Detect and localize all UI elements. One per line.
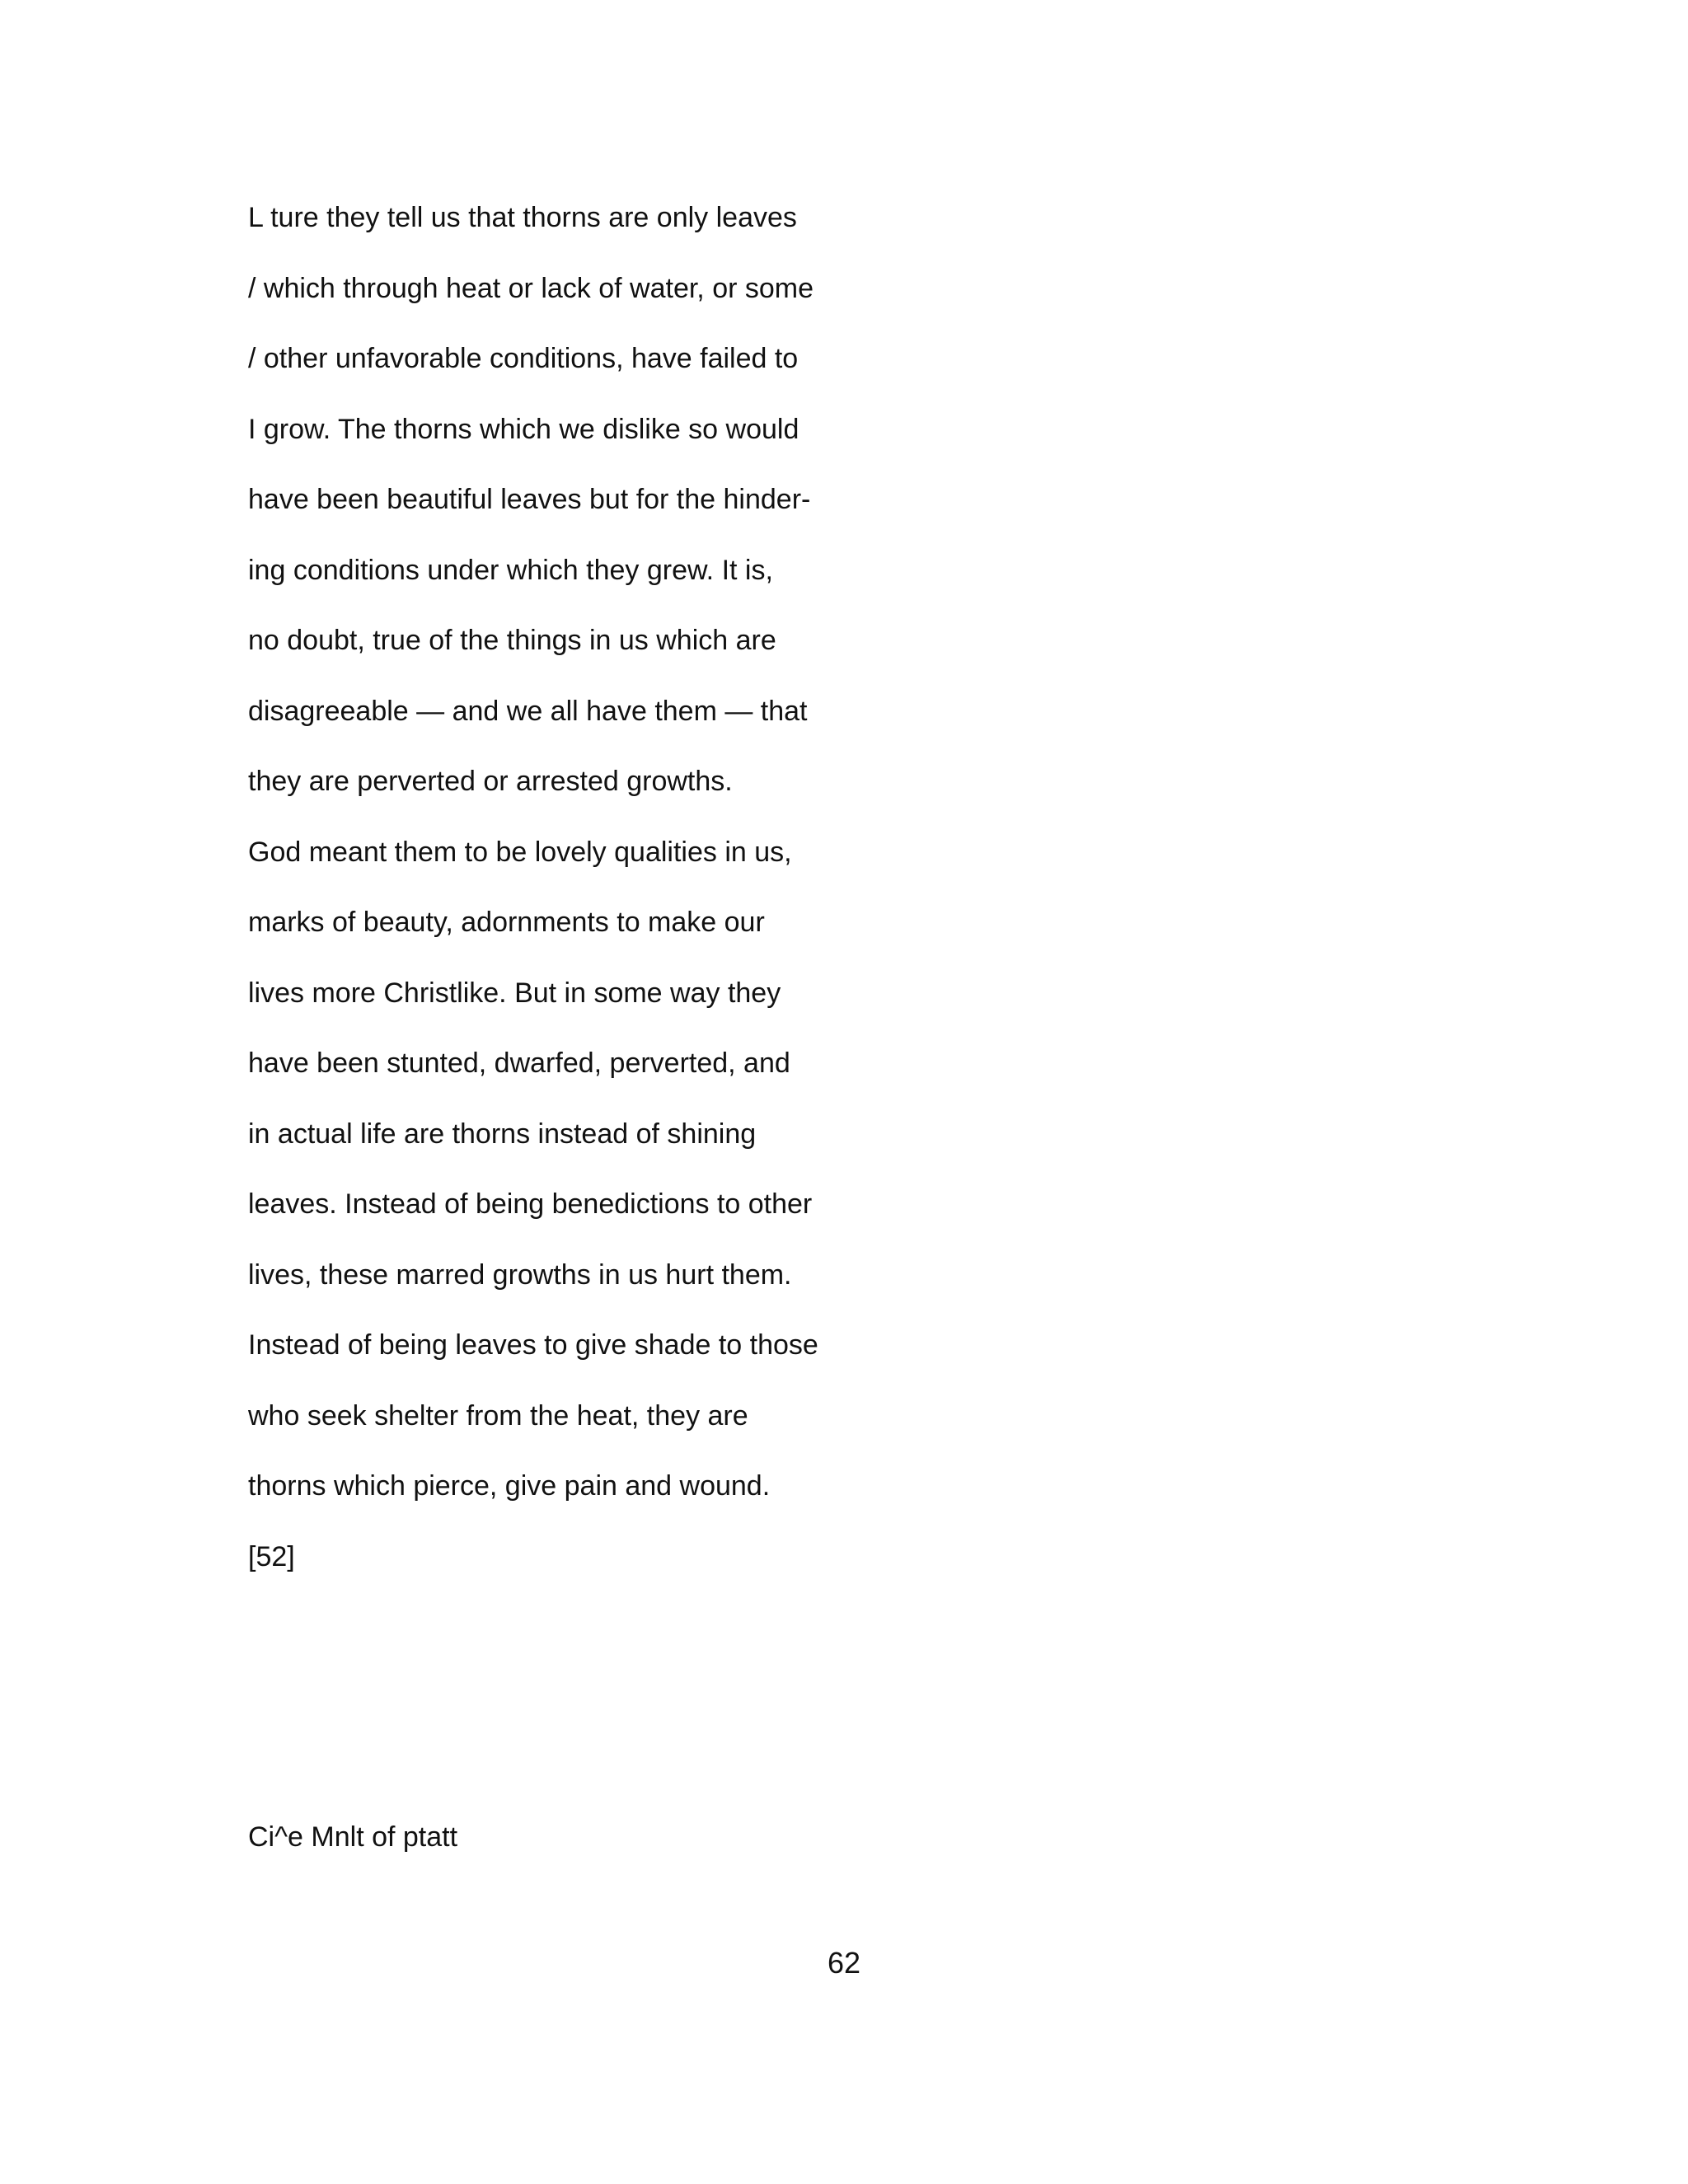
text-line: have been beautiful leaves but for the hinder- [248, 484, 811, 515]
text-line: God meant them to be lovely qualities in us, [248, 836, 792, 868]
text-line: L ture they tell us that thorns are only leaves [248, 202, 797, 233]
text-line: lives more Christlike. But in some way they [248, 977, 781, 1009]
page-number: 62 [827, 1946, 861, 1980]
text-line: lives, these marred growths in us hurt them. [248, 1258, 792, 1291]
text-line: leaves. Instead of being benedictions to other [248, 1188, 813, 1220]
running-head: Ci^e Mnlt of ptatt [248, 1821, 458, 1853]
text-line: Instead of being leaves to give shade to those [248, 1329, 818, 1361]
text-line: have been stunted, dwarfed, perverted, and [248, 1047, 790, 1079]
text-line: ing conditions under which they grew. It is, [248, 554, 773, 586]
text-line: in actual life are thorns instead of shining [248, 1118, 757, 1150]
text-line: / other unfavorable conditions, have failed to [248, 343, 799, 374]
text-line: marks of beauty, adornments to make our [248, 907, 765, 938]
text-line: no doubt, true of the things in us which are [248, 625, 776, 656]
text-line: they are perverted or arrested growths. [248, 766, 733, 797]
text-line: who seek shelter from the heat, they are [248, 1399, 748, 1432]
text-line: disagreeable — and we all have them — that [248, 695, 808, 727]
text-line: / which through heat or lack of water, or some [248, 272, 814, 304]
body-text [248, 198, 1155, 1607]
text-line: thorns which pierce, give pain and wound. [248, 1470, 771, 1502]
text-line: I grow. The thorns which we dislike so would [248, 413, 799, 445]
bracketed-page-reference: [52] [248, 1540, 295, 1572]
